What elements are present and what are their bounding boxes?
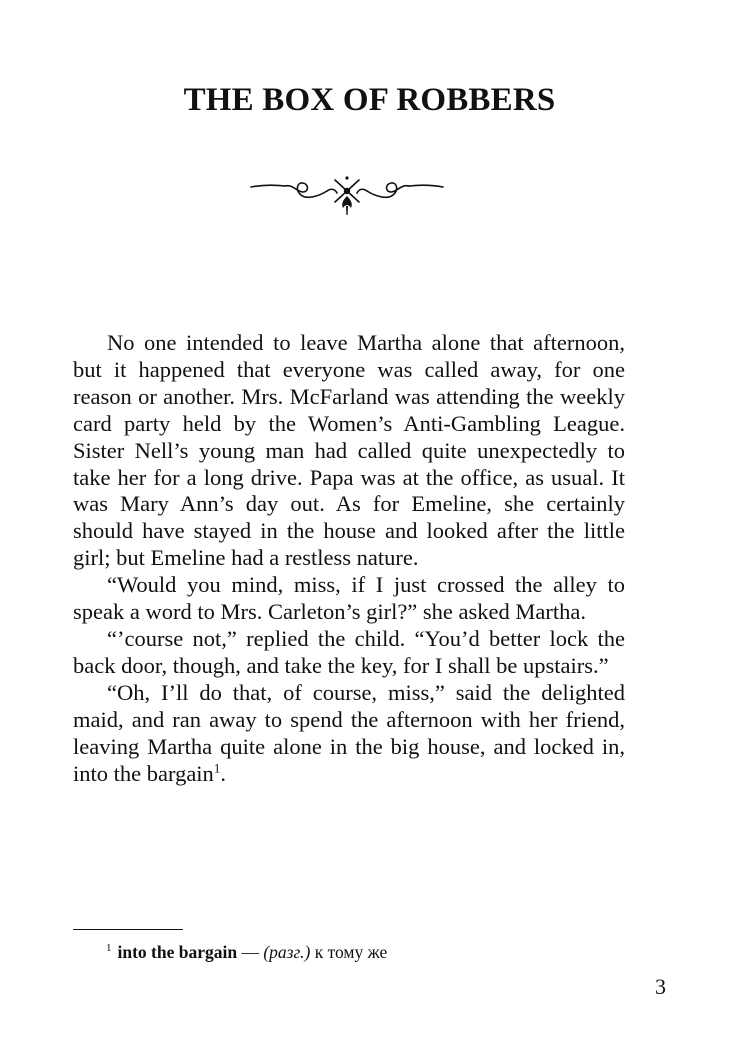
paragraph: “Oh, I’ll do that, of course, miss,” said the delighted maid, and ran away to spend the afternoon with her friend, leaving Martha quite alone in the big house, and locked in, into the bargain$^1$. — [73, 679, 625, 786]
paragraph: “Would you mind, miss, if I just crossed the alley to speak a word to Mrs. Carleton’s girl?” she asked Martha. — [73, 572, 625, 625]
footnote-divider — [73, 929, 183, 930]
footnote-translation: к тому же — [310, 942, 388, 962]
footnote — [106, 940, 606, 964]
footnote-term: into the bargain — [117, 942, 238, 962]
paragraph-text: “Oh, I’ll do that, of course, miss,” said the delighted maid, and ran away to spend the afternoon with her friend, leaving Martha quite alone in the big house, and locked in, into the bargain — [73, 679, 625, 786]
footnote-dash: — — [237, 942, 264, 962]
body-text — [73, 330, 625, 787]
footnote-reference[interactable]: 1 — [213, 760, 221, 775]
paragraph: No one intended to leave Martha alone that afternoon, but it happened that everyone was called away, for one reason or another. Mrs. McFarland was attending the weekly card party held by the Women’s Anti-Gambling League. Sister Nell’s young man had called quite unexpectedly to take her for a long drive. Papa was at the office, as usual. It was Mary Ann’s day out. As for Emeline, she certainly should have stayed in the house and looked after the little girl; but Emeline had a restless nature. — [73, 330, 625, 571]
footnote-label: (разг.) — [263, 942, 311, 962]
chapter-title: THE BOX OF ROBBERS — [183, 82, 556, 118]
footnote-marker: 1 — [106, 942, 112, 955]
page-number: 3 — [655, 974, 666, 999]
paragraph: “’course not,” replied the child. “You’d better lock the back door, though, and take the key, for I shall be upstairs.” — [73, 625, 625, 678]
decorative-flourish-icon — [247, 170, 447, 220]
